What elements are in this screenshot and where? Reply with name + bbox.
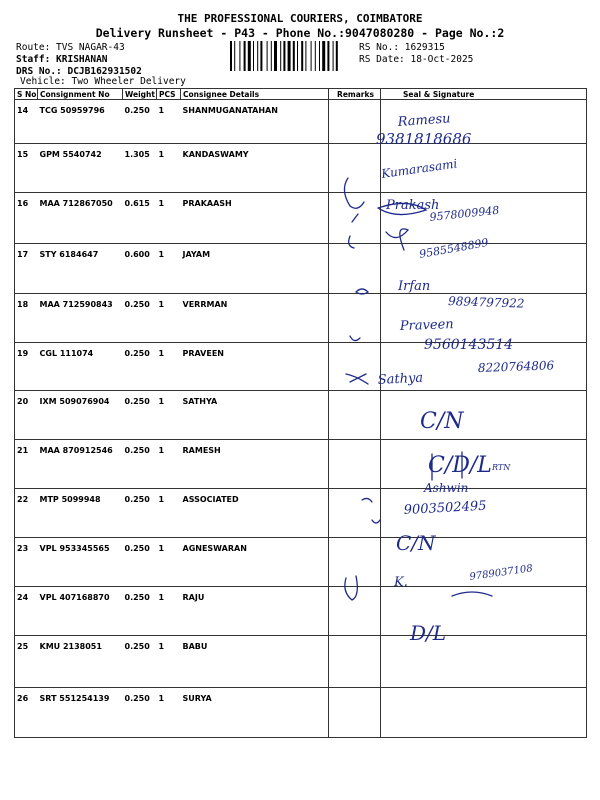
barcode-bar xyxy=(239,41,240,71)
remarks-cell xyxy=(329,391,381,440)
pcs: 1 xyxy=(157,193,181,244)
seal-signature-cell xyxy=(381,440,587,489)
weight: 0.615 xyxy=(123,193,157,244)
barcode xyxy=(230,41,354,71)
consignment-no: CGL 111074 xyxy=(38,343,123,391)
table-row xyxy=(15,343,587,391)
row-sno: 23 xyxy=(15,538,38,587)
barcode-bar xyxy=(297,41,298,71)
seal-signature-cell xyxy=(381,688,587,738)
barcode-bar xyxy=(293,41,295,71)
weight: 0.250 xyxy=(123,100,157,144)
barcode-bar xyxy=(253,41,254,71)
col-weight: Weight xyxy=(123,89,157,100)
col-seal: Seal & Signature xyxy=(381,89,587,100)
consignment-no: MAA 712590843 xyxy=(38,294,123,343)
remarks-cell xyxy=(329,636,381,688)
pcs: 1 xyxy=(157,144,181,193)
signature: K. xyxy=(394,575,408,590)
barcode-bar xyxy=(315,41,316,71)
company-title: THE PROFESSIONAL COURIERS, COIMBATORE xyxy=(177,12,423,25)
seal-signature-cell xyxy=(381,538,587,587)
row-sno: 25 xyxy=(15,636,38,688)
barcode-bar xyxy=(333,41,334,71)
consignee-name: JAYAM xyxy=(181,244,329,294)
remark-note: RTN xyxy=(492,463,511,472)
signature: Ashwin xyxy=(424,481,469,495)
pcs: 1 xyxy=(157,343,181,391)
barcode-bar xyxy=(234,41,235,71)
weight: 1.305 xyxy=(123,144,157,193)
consignment-no: KMU 2138051 xyxy=(38,636,123,688)
weight: 0.250 xyxy=(123,489,157,538)
phone-note: 8220764806 xyxy=(477,358,555,375)
row-sno: 24 xyxy=(15,587,38,636)
barcode-bar xyxy=(283,41,285,71)
weight: 0.250 xyxy=(123,440,157,489)
remark-note: C/N xyxy=(420,409,464,434)
rs-date: RS Date: 18-Oct-2025 xyxy=(359,54,474,65)
col-consignment: Consignment No xyxy=(38,89,123,100)
row-sno: 20 xyxy=(15,391,38,440)
col-sno: S No xyxy=(15,89,38,100)
consignee-name: RAJU xyxy=(181,587,329,636)
signature: Irfan xyxy=(398,279,431,294)
consignment-no: GPM 5540742 xyxy=(38,144,123,193)
seal-signature-cell xyxy=(381,100,587,144)
pcs: 1 xyxy=(157,636,181,688)
weight: 0.250 xyxy=(123,343,157,391)
consignee-name: RAMESH xyxy=(181,440,329,489)
pcs: 1 xyxy=(157,440,181,489)
remarks-cell xyxy=(329,294,381,343)
consignment-no: MAA 870912546 xyxy=(38,440,123,489)
row-sno: 22 xyxy=(15,489,38,538)
consignee-name: KANDASWAMY xyxy=(181,144,329,193)
weight: 0.250 xyxy=(123,538,157,587)
remark-note: C/D/L xyxy=(428,453,492,478)
pcs: 1 xyxy=(157,538,181,587)
remarks-cell xyxy=(329,489,381,538)
consignment-no: TCG 50959796 xyxy=(38,100,123,144)
remark-note: C/N xyxy=(396,531,436,555)
pcs: 1 xyxy=(157,688,181,738)
consignee-name: SHANMUGANATAHAN xyxy=(181,100,329,144)
barcode-bar xyxy=(301,41,303,71)
seal-signature-cell xyxy=(381,244,587,294)
seal-signature-cell xyxy=(381,144,587,193)
remarks-cell xyxy=(329,587,381,636)
consignment-no: STY 6184647 xyxy=(38,244,123,294)
barcode-bar xyxy=(336,41,338,71)
consignee-name: ASSOCIATED xyxy=(181,489,329,538)
phone-note: 9578009948 xyxy=(428,203,500,224)
remarks-cell xyxy=(329,144,381,193)
remarks-cell xyxy=(329,244,381,294)
seal-signature-cell xyxy=(381,391,587,440)
consignment-no: MAA 712867050 xyxy=(38,193,123,244)
runsheet-table xyxy=(14,88,587,738)
weight: 0.250 xyxy=(123,391,157,440)
weight: 0.250 xyxy=(123,587,157,636)
table-row xyxy=(15,440,587,489)
consignment-no: VPL 953345565 xyxy=(38,538,123,587)
consignee-name: BABU xyxy=(181,636,329,688)
table-row xyxy=(15,489,587,538)
table-row xyxy=(15,144,587,193)
table-row xyxy=(15,100,587,144)
remarks-cell xyxy=(329,193,381,244)
row-sno: 15 xyxy=(15,144,38,193)
remark-note: D/L xyxy=(410,621,447,645)
row-sno: 16 xyxy=(15,193,38,244)
row-sno: 26 xyxy=(15,688,38,738)
barcode-bar xyxy=(305,41,306,71)
table-row xyxy=(15,193,587,244)
remarks-cell xyxy=(329,343,381,391)
barcode-bar xyxy=(260,41,262,71)
barcode-bar xyxy=(257,41,258,71)
barcode-bar xyxy=(311,41,312,71)
consignment-no: VPL 407168870 xyxy=(38,587,123,636)
remarks-cell xyxy=(329,100,381,144)
signature: Kumarasami xyxy=(380,156,459,181)
weight: 0.250 xyxy=(123,636,157,688)
pcs: 1 xyxy=(157,391,181,440)
consignee-name: VERRMAN xyxy=(181,294,329,343)
barcode-bar xyxy=(327,41,329,71)
signature: Praveen xyxy=(399,317,454,334)
remarks-cell xyxy=(329,440,381,489)
table-row xyxy=(15,538,587,587)
phone-note: 9789037108 xyxy=(468,563,534,583)
seal-signature-cell xyxy=(381,636,587,688)
phone-note: 9003502495 xyxy=(403,498,487,518)
row-sno: 17 xyxy=(15,244,38,294)
signature: Ramesu xyxy=(397,111,452,130)
table-row xyxy=(15,391,587,440)
pcs: 1 xyxy=(157,587,181,636)
phone-note: 9585548899 xyxy=(418,235,490,261)
consignee-name: PRAKAASH xyxy=(181,193,329,244)
table-row xyxy=(15,636,587,688)
barcode-bar xyxy=(288,41,291,71)
row-sno: 21 xyxy=(15,440,38,489)
runsheet-subtitle: Delivery Runsheet - P43 - Phone No.:9047080280 - Page No.:2 xyxy=(95,26,505,40)
table-row xyxy=(15,688,587,738)
consignment-no: IXM 509076904 xyxy=(38,391,123,440)
weight: 0.250 xyxy=(123,688,157,738)
consignee-name: SURYA xyxy=(181,688,329,738)
seal-signature-cell xyxy=(381,489,587,538)
table-row xyxy=(15,294,587,343)
barcode-bar xyxy=(319,41,320,71)
remarks-cell xyxy=(329,538,381,587)
pcs: 1 xyxy=(157,100,181,144)
signature: Prakash xyxy=(386,198,440,213)
col-pcs: PCS xyxy=(157,89,181,100)
barcode-bar xyxy=(230,41,232,71)
rs-number: RS No.: 1629315 xyxy=(359,42,445,53)
weight: 0.600 xyxy=(123,244,157,294)
row-sno: 18 xyxy=(15,294,38,343)
vehicle: Vehicle: Two Wheeler Delivery xyxy=(20,76,186,87)
weight: 0.250 xyxy=(123,294,157,343)
barcode-bar xyxy=(267,41,268,71)
consignee-name: SATHYA xyxy=(181,391,329,440)
pcs: 1 xyxy=(157,244,181,294)
barcode-bar xyxy=(244,41,246,71)
seal-signature-cell xyxy=(381,343,587,391)
phone-note: 9894797922 xyxy=(447,294,525,311)
table-row xyxy=(15,244,587,294)
signature: Sathya xyxy=(377,370,424,388)
phone-note: 9381818686 xyxy=(376,130,472,148)
seal-signature-cell xyxy=(381,193,587,244)
seal-signature-cell xyxy=(381,587,587,636)
col-consignee: Consignee Details xyxy=(181,89,329,100)
consignment-no: SRT 551254139 xyxy=(38,688,123,738)
barcode-bar xyxy=(248,41,251,71)
barcode-bar xyxy=(322,41,325,71)
consignee-name: PRAVEEN xyxy=(181,343,329,391)
drs-number: DRS No.: DCJB162931502 xyxy=(16,66,142,77)
consignment-no: MTP 5099948 xyxy=(38,489,123,538)
remarks-cell xyxy=(329,688,381,738)
seal-signature-cell xyxy=(381,294,587,343)
table-row xyxy=(15,587,587,636)
pcs: 1 xyxy=(157,489,181,538)
barcode-bar xyxy=(280,41,281,71)
row-sno: 19 xyxy=(15,343,38,391)
route: Route: TVS NAGAR-43 xyxy=(16,42,125,53)
staff: Staff: KRISHANAN xyxy=(16,54,108,65)
barcode-bar xyxy=(274,41,277,71)
col-remarks: Remarks xyxy=(329,89,381,100)
row-sno: 14 xyxy=(15,100,38,144)
phone-note: 9560143514 xyxy=(424,337,514,353)
barcode-bar xyxy=(271,41,272,71)
consignee-name: AGNESWARAN xyxy=(181,538,329,587)
pcs: 1 xyxy=(157,294,181,343)
